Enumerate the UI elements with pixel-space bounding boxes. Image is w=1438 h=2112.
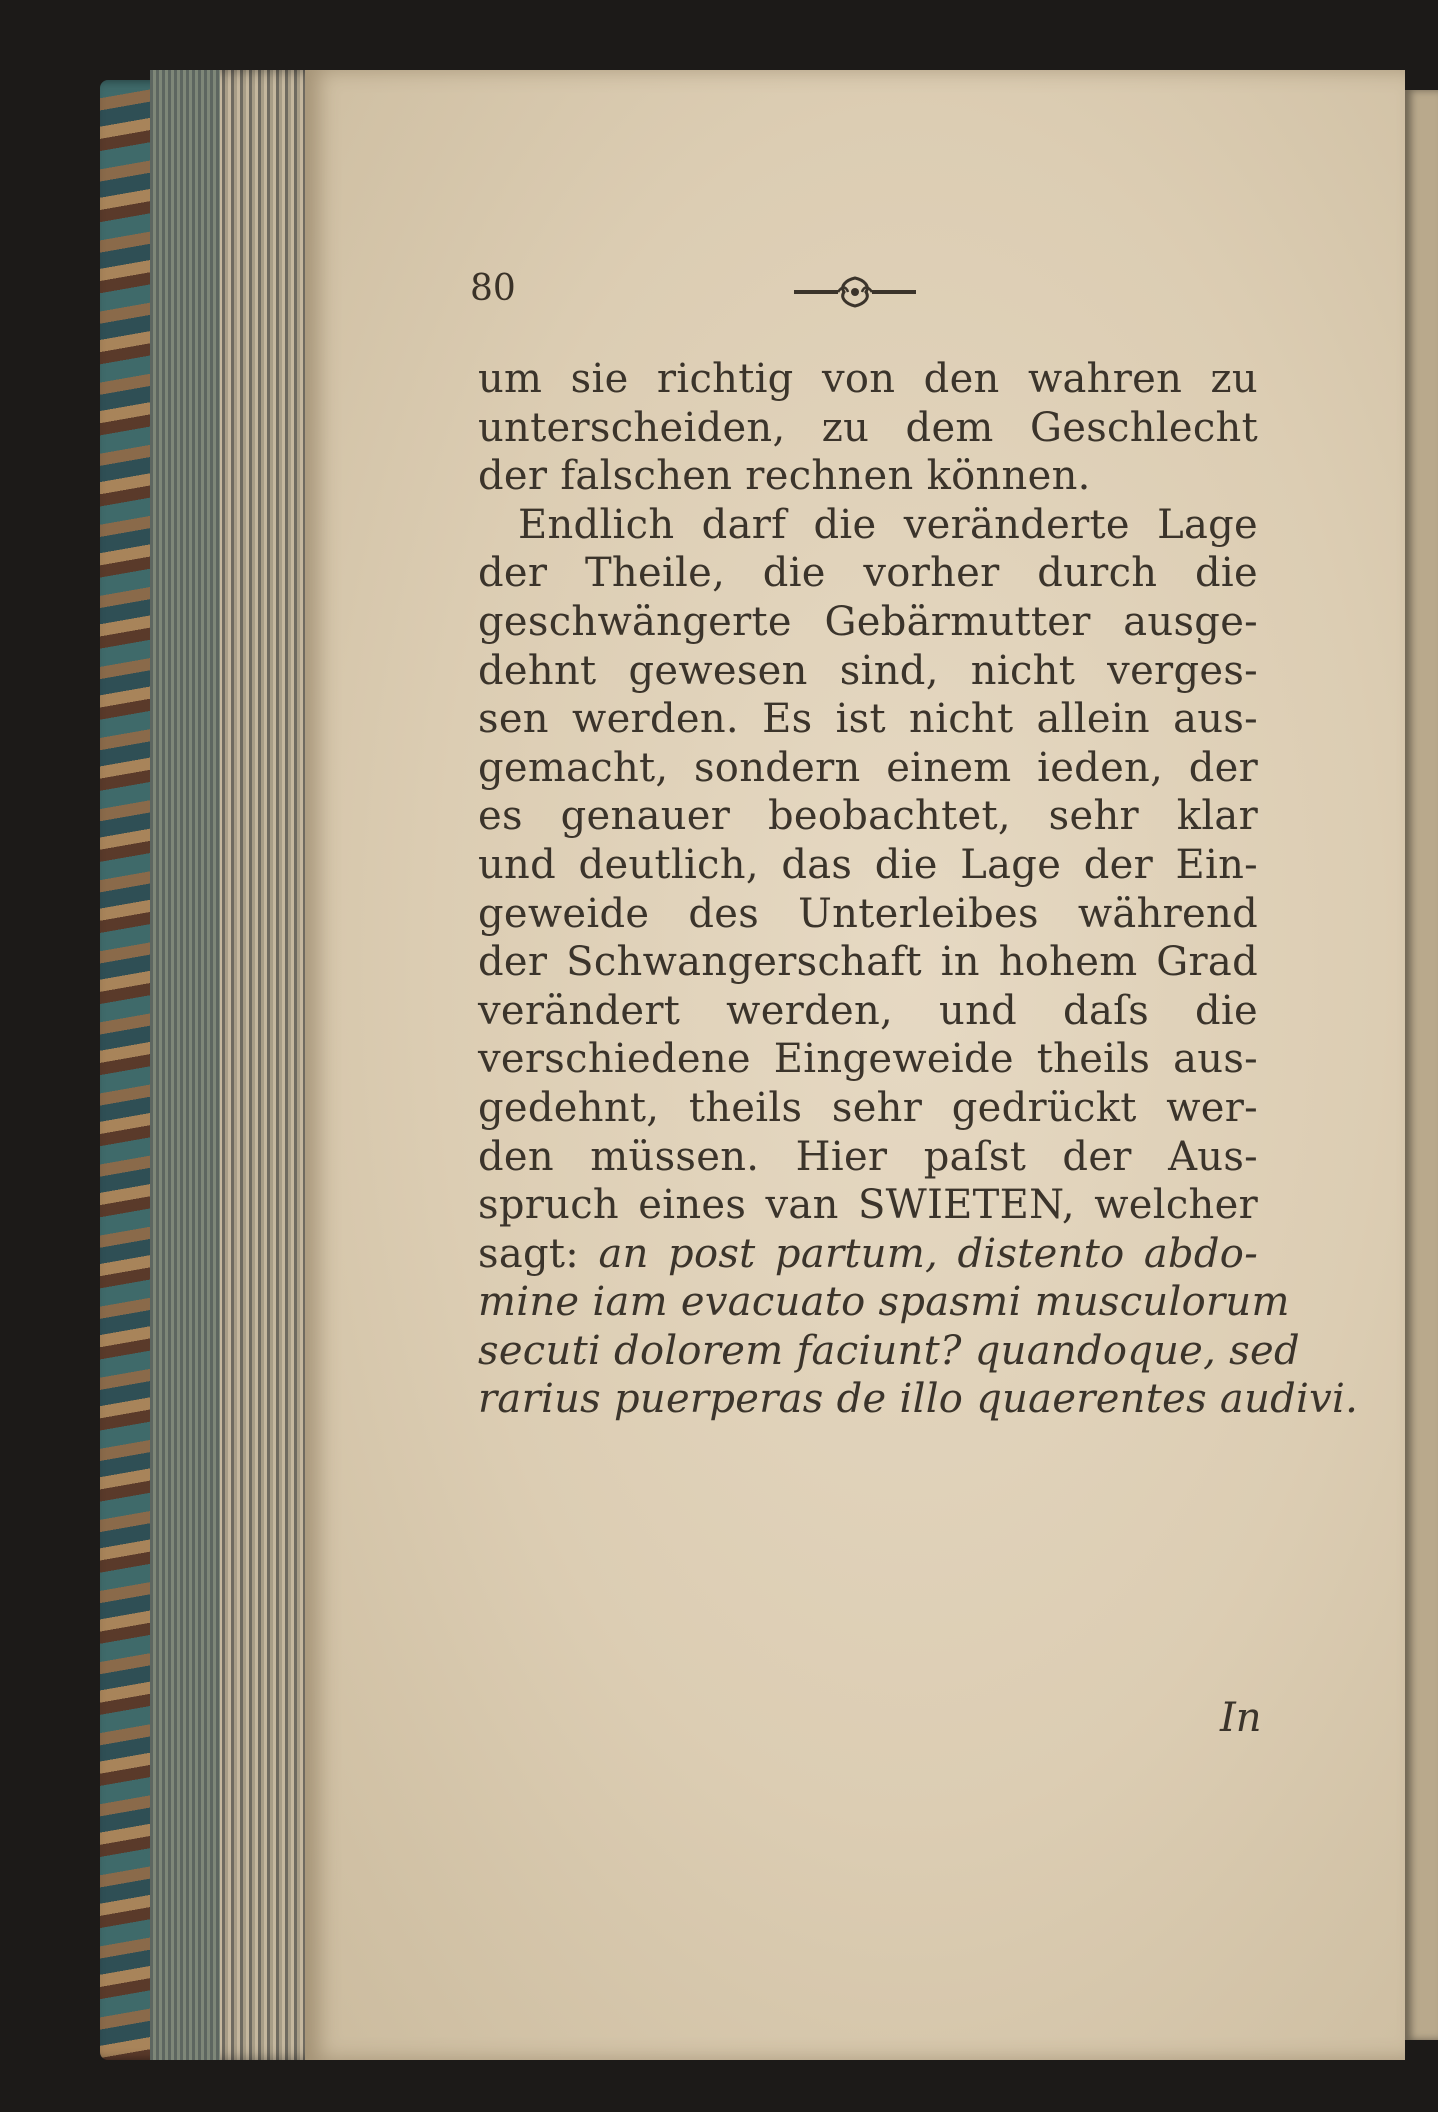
page-number: 80 <box>470 268 516 309</box>
text-line-italic: mine iam evacuato spasmi musculorum <box>478 1279 1290 1326</box>
fleuron-ornament-icon <box>790 274 920 310</box>
text-line: um sie richtig von den wahren zu <box>478 356 1258 402</box>
text-line: der falschen rechnen können. <box>478 453 1091 500</box>
text-line: Endlich darf die veränderte Lage <box>518 501 1258 548</box>
page-header <box>470 268 970 318</box>
text-line: gemacht, sondern einem ieden, der <box>478 744 1258 791</box>
text-line-italic: rarius puerperas de illo quaerentes audivi. <box>478 1376 1359 1423</box>
text-line: den müssen. Hier paſst der Aus- <box>478 1133 1258 1180</box>
text-line: gedehnt, theils sehr gedrückt wer- <box>478 1084 1258 1131</box>
text-line: geschwängerte Gebärmutter ausge- <box>478 598 1258 645</box>
text-line: der Theile, die vorher durch die <box>478 550 1258 597</box>
body-text <box>478 355 1359 1424</box>
text-line: es genauer beobachtet, sehr klar <box>478 793 1258 840</box>
text-line-italic: an post partum, distento abdo- <box>598 1230 1259 1277</box>
text-line: dehnt gewesen sind, nicht verges- <box>478 647 1258 694</box>
text-line: geweide des Unterleibes während <box>478 890 1258 937</box>
text-line: verändert werden, und daſs die <box>478 987 1258 1034</box>
text-line-mixed <box>478 1230 1258 1279</box>
page-edges <box>150 70 320 2060</box>
text-line: spruch eines van SWIETEN, welcher <box>478 1182 1258 1229</box>
page-edges-shadow <box>150 70 220 2060</box>
text-line: und deutlich, das die Lage der Ein- <box>478 841 1258 888</box>
facing-page-edge <box>1405 90 1438 2040</box>
text-line: sen werden. Es ist nicht allein aus- <box>478 696 1258 743</box>
text-line-italic: secuti dolorem faciunt? quandoque, sed <box>478 1327 1300 1374</box>
text-line: unterscheiden, zu dem Geschlecht <box>478 404 1258 451</box>
text-line: der Schwangerschaft in hohem Grad <box>478 939 1258 986</box>
text-line-prefix: sagt: <box>478 1230 599 1277</box>
text-line: verschiedene Eingeweide theils aus- <box>478 1036 1258 1083</box>
catchword: In <box>1220 1695 1262 1741</box>
